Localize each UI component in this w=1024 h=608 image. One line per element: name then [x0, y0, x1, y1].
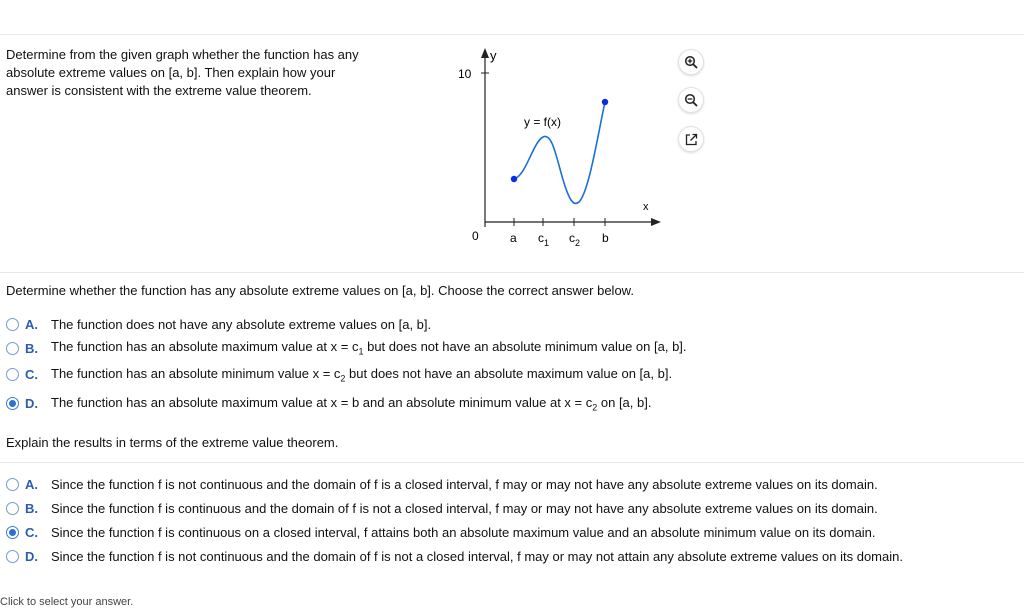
x-tick-label-b: b: [602, 231, 609, 245]
q2-option-text: Since the function f is not continuous and the domain of f is not a closed interval, f may or may not attain any absolute extreme values on its domain.: [51, 548, 903, 564]
middle-divider: [0, 272, 1024, 273]
lower-divider: [0, 462, 1024, 463]
zoom-in-icon: [684, 55, 698, 69]
curve-label: y = f(x): [524, 115, 562, 129]
endpoint-b: [602, 99, 608, 105]
question-2-options: [6, 472, 903, 568]
y-tick-label: 10: [458, 67, 472, 81]
q2-option-letter: D.: [25, 548, 38, 564]
q1-option-text: The function has an absolute minimum value $x = c_2$ but does not have an absolute maximum value on [a, b].: [51, 365, 673, 384]
q1-option-letter: D.: [25, 396, 38, 411]
question-2-text: Explain the results in terms of the extreme value theorem.: [6, 435, 339, 450]
q1-option-letter: B.: [25, 340, 38, 356]
top-divider: [0, 34, 1024, 35]
footer-instruction: Click to select your answer.: [0, 596, 134, 608]
q1-option-a[interactable]: [6, 312, 687, 336]
zoom-out-icon: [684, 93, 698, 107]
q2-radio-b[interactable]: [6, 502, 19, 515]
q1-radio-d-selected[interactable]: [6, 397, 19, 410]
question-prompt: [6, 46, 426, 100]
zoom-in-button[interactable]: [678, 49, 704, 75]
prompt-line-3: answer is consistent with the extreme value theorem.: [6, 83, 312, 98]
x-tick-label-a: a: [510, 231, 517, 245]
q1-option-text: The function does not have any absolute extreme values on [a, b].: [51, 316, 432, 332]
origin-label: 0: [472, 229, 479, 243]
y-axis-arrow: [481, 48, 489, 58]
q2-option-b[interactable]: [6, 496, 903, 520]
x-tick-label-c2: $c_2$: [569, 231, 581, 248]
question-1-text: Determine whether the function has any absolute extreme values on [a, b]. Choose the correct answer below.: [6, 283, 634, 298]
zoom-out-button[interactable]: [678, 87, 704, 113]
q2-radio-c-selected[interactable]: [6, 526, 19, 539]
q1-radio-c[interactable]: [6, 368, 19, 381]
q2-option-text: Since the function f is continuous and the domain of f is not a closed interval, f may or may not have any absolute extreme values on its domain.: [51, 500, 878, 516]
q2-option-d[interactable]: [6, 544, 903, 568]
open-external-icon: [685, 133, 698, 146]
q2-option-c[interactable]: [6, 520, 903, 544]
q2-option-a[interactable]: [6, 472, 903, 496]
q1-option-letter: C.: [25, 367, 38, 382]
prompt-line-2: absolute extreme values on [a, b]. Then explain how your: [6, 65, 336, 80]
x-axis-label: x: [643, 201, 649, 213]
y-axis-label: y: [490, 48, 497, 63]
q2-option-text: Since the function f is not continuous and the domain of f is a closed interval, f may or may not have any absolute extreme values on its domain.: [51, 476, 878, 492]
q1-option-text: The function has an absolute maximum value at x = b and an absolute minimum value at $x = c_2$ on [a, b].: [51, 394, 652, 413]
q1-option-letter: A.: [25, 316, 38, 332]
q2-option-text: Since the function f is continuous on a closed interval, f attains both an absolute maximum value and an absolute minimum value on its domain.: [51, 524, 876, 540]
q1-option-c[interactable]: [6, 360, 687, 389]
q1-radio-a[interactable]: [6, 318, 19, 331]
q1-option-b[interactable]: [6, 336, 687, 360]
open-external-button[interactable]: [678, 126, 704, 152]
function-graph: [440, 44, 670, 256]
question-1-options: [6, 312, 687, 418]
q2-option-letter: C.: [25, 524, 38, 540]
q1-option-d[interactable]: [6, 389, 687, 418]
q1-radio-b[interactable]: [6, 342, 19, 355]
x-tick-label-c1: $c_1$: [538, 231, 550, 248]
q2-radio-a[interactable]: [6, 478, 19, 491]
q2-option-letter: A.: [25, 476, 38, 492]
prompt-line-1: Determine from the given graph whether the function has any: [6, 47, 359, 62]
q2-option-letter: B.: [25, 500, 38, 516]
x-axis-arrow: [651, 218, 661, 226]
endpoint-a: [511, 176, 517, 182]
q1-option-text: The function has an absolute maximum value at $x = c_1$ but does not have an absolute minimum value on [a, b].: [51, 339, 687, 357]
q2-radio-d[interactable]: [6, 550, 19, 563]
